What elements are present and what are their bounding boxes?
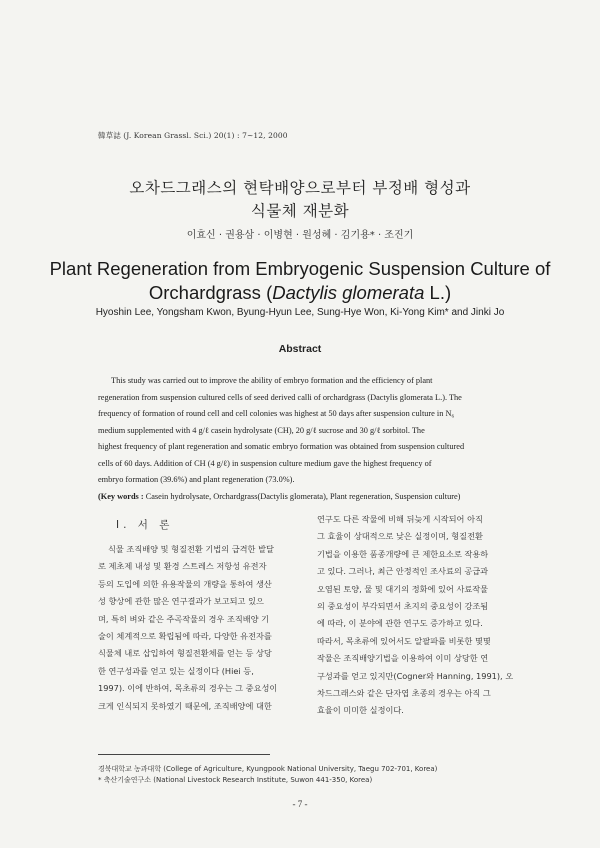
body-line: 구성과를 얻고 있지만(Cogner와 Hanning, 1991), 오 <box>317 670 514 681</box>
body-line: 성 향상에 관한 많은 연구결과가 보고되고 있으 <box>98 596 264 607</box>
keywords-line <box>98 489 512 506</box>
journal-header: 韓草誌 (J. Korean Grassl. Sci.) 20(1) : 7~12, 2000 <box>98 131 288 140</box>
species-name: Dactylis glomerata <box>272 282 425 303</box>
abstract-line: cells of 60 days. Addition of CH (4 g/ℓ) in suspension culture medium gave the highest frequency of <box>98 458 432 468</box>
abstract-body <box>98 373 512 505</box>
footnote-affiliation: 경북대학교 농과대학 (College of Agriculture, Kyungpook National University, Taegu 702-701, Korea) <box>98 765 438 773</box>
abstract-line: frequency of formation of round cell and cell colonies was highest at 50 days after suspension culture in N₆ <box>98 409 455 418</box>
korean-authors: 이효신 · 권용삼 · 이병현 · 원성혜 · 김기용* · 조진기 <box>186 230 414 241</box>
abstract-line: This study was carried out to improve the ability of embryo formation and the efficiency of plant <box>111 376 433 385</box>
body-line: 크게 인식되지 못하였기 때문에, 조직배양에 대한 <box>98 700 272 711</box>
body-line: 기법을 이용한 품종개량에 큰 제한요소로 작용하 <box>317 548 489 559</box>
right-column-text <box>317 511 517 720</box>
english-title-suffix: L.) <box>424 282 452 303</box>
body-line: 식물체 내로 삽입하여 형질전환체를 얻는 등 상당 <box>98 648 272 659</box>
body-line: 의 중요성이 부각되면서 초지의 중요성이 강조됨 <box>317 601 489 612</box>
english-authors: Hyoshin Lee, Yongsham Kwon, Byung-Hyun Lee, Sung-Hye Won, Ki-Yong Kim* and Jinki Jo <box>95 307 505 318</box>
body-line: 효율이 미미한 실정이다. <box>317 705 404 716</box>
footnote-affiliation-corresponding: * 축산기술연구소 (National Livestock Research Institute, Suwon 441-350, Korea) <box>98 776 373 784</box>
body-line: 그 효율이 상대적으로 낮은 실정이며, 형질전환 <box>317 531 483 542</box>
body-line: 식물 조직배양 및 형질전환 기법의 급격한 발달 <box>108 544 274 554</box>
english-title-prefix: Orchardgrass ( <box>148 282 273 303</box>
page-number: - 7 - <box>292 799 308 809</box>
korean-title-line-1: 오차드그래스의 현탁배양으로부터 부정배 형성과 <box>129 179 471 197</box>
body-line: 작물은 조직배양기법을 이용하여 이미 상당한 연 <box>317 653 489 664</box>
english-title-line-2 <box>0 282 600 304</box>
body-line: 연구도 다른 작물에 비해 뒤늦게 시작되어 아직 <box>317 514 483 524</box>
body-line: 한 연구성과를 얻고 있는 실정이다 (Hiei 등, <box>98 665 254 676</box>
body-line: 등의 도입에 의한 유용작물의 개량을 통하여 생산 <box>98 578 272 589</box>
body-line: 로 제초제 내성 및 환경 스트레스 저항성 유전자 <box>98 561 267 572</box>
keywords-label: (Key words : <box>98 491 146 501</box>
english-title-line-1: Plant Regeneration from Embryogenic Suspension Culture of <box>49 258 551 279</box>
left-column-text <box>98 541 303 715</box>
abstract-line: highest frequency of plant regeneration and somatic embryo formation was obtained from suspension cultured <box>98 442 465 451</box>
korean-title-line-2: 식물체 재분화 <box>250 202 350 220</box>
abstract-line: medium supplemented with 4 g/ℓ casein hydrolysate (CH), 20 g/ℓ sucrose and 30 g/ℓ sorbitol. The <box>98 425 425 435</box>
abstract-heading: Abstract <box>278 343 322 355</box>
section-heading-introduction: Ⅰ. 서 론 <box>116 519 174 531</box>
body-line: 고 있다. 그러나, 최근 안정적인 조사료의 공급과 <box>317 566 489 577</box>
body-line: 1997). 이에 반하여, 목초류의 경우는 그 중요성이 <box>98 683 278 694</box>
footnote-divider <box>98 754 270 755</box>
abstract-line: embryo formation (39.6%) and plant regeneration (73.0%). <box>98 475 295 484</box>
body-line: 오염된 토양, 물 및 대기의 정화에 있어 사료작물 <box>317 583 489 594</box>
body-line: 차드그래스와 같은 단자엽 초종의 경우는 아직 그 <box>317 688 491 699</box>
body-line: 따라서, 목초류에 있어서도 알팔파를 비롯한 몇몇 <box>317 635 491 646</box>
abstract-line: regeneration from suspension cultured cells of seed derived calli of orchardgrass (Dactylis glomerata L.). The <box>98 392 462 402</box>
body-line: 술이 체계적으로 확립됨에 따라, 다양한 유전자를 <box>98 631 272 642</box>
body-line: 며, 특히 벼와 같은 주곡작물의 경우 조직배양 기 <box>98 613 270 624</box>
body-line: 에 따라, 이 분야에 관한 연구도 증가하고 있다. <box>317 618 483 629</box>
keywords-text: Casein hydrolysate, Orchardgrass(Dactylis glomerata), Plant regeneration, Suspension culture) <box>145 491 461 501</box>
